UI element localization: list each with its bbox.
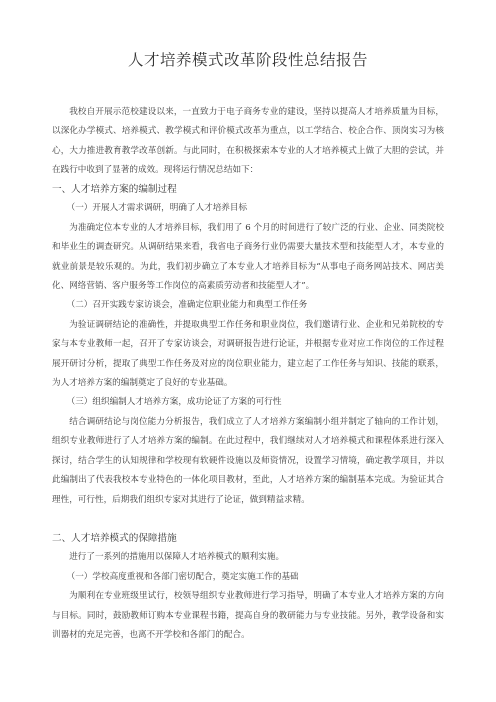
section-2-heading: 二、人才培养模式的保障措施	[52, 533, 177, 544]
section-1-1-heading: （一）开展人才需求调研，明确了人才培养目标	[66, 203, 248, 214]
section-1-2-heading: （二）召开实践专家访谈会，准确定位职业能力和典型工作任务	[66, 300, 308, 311]
section-1-1-body: 为准确定位本专业的人才培养目标，我们用了 6 个月的时间进行了较广泛的行业、企业、同类院校和毕业生的调查研究。从调研结果来看，我省电子商务行业仍需要大量技术型和技能型人才，本专业的就业前景是较乐观的。为此，我们初步确立了本专业人才培养目标为“从事电子商务网站技术、网店美化、网络营销、客户服务等工作岗位的高素质劳动者和技能型人才”。	[52, 222, 444, 292]
section-2	[52, 529, 444, 645]
intro-paragraph: 我校自开展示范校建设以来，一直致力于电子商务专业的建设，坚持以提高人才培养质量为目标，以深化办学模式、培养模式、教学模式和评价模式改革为重点，以工学结合、校企合作、顶岗实习为核心，大力推进教育教学改革创新。与此同时，在积极探索本专业的人才培养模式上做了大胆的尝试，并在践行中收到了显著的成效。现将运行情况总结如下：	[52, 107, 444, 176]
section-2-1-heading: （一）学校高度重视和各部门密切配合，奠定实施工作的基础	[66, 571, 299, 582]
section-1-heading: 一、人才培养方案的编制过程	[52, 184, 177, 195]
section-1-3-body: 结合调研结论与岗位能力分析报告，我们成立了人才培养方案编制小组并制定了轴向的工作计划，组织专业教师进行了人才培养方案的编制。在此过程中，我们继续对人才培养模式和课程体系进行深入探讨，结合学生的认知规律和学校现有软硬件设施以及师资情况，设置学习情境，确定教学项目，并以此编制出了代表我校本专业特色的一体化项目教材，至此，人才培养方案的编制基本完成。为验证其合理性，可行性，后期我们组织专家对其进行了论证，做到精益求精。	[52, 416, 444, 505]
section-2-1-body: 为顺利在专业班级里试行，校领导组织专业教师进行学习指导，明确了本专业人才培养方案的方向与目标。同时，鼓励教师订购本专业课程书籍，提高自身的教研能力与专业技能。另外，教学设备和实训器材的充足完善，也离不开学校和各部门的配合。	[52, 591, 444, 641]
section-2-intro: 进行了一系列的措施用以保障人才培养模式的顺利实施。	[69, 552, 285, 563]
document-title: 人才培养模式改革阶段性总结报告	[127, 51, 368, 69]
section-1-3-heading: （三）组织编制人才培养方案，成功论证了方案的可行性	[66, 397, 282, 408]
section-1-2-body: 为验证调研结论的准确性，并提取典型工作任务和职业岗位，我们邀请行业、企业和兄弟院校的专家与本专业教师一起，召开了专家访谈会，对调研报告进行论证，并根据专业对应工作岗位的工作过程展开研讨分析，提取了典型工作任务及对应的岗位职业能力，建立起了工作任务与知识、技能的联系，为人才培养方案的编制奠定了良好的专业基础。	[52, 319, 444, 389]
section-1	[52, 180, 444, 510]
intro-block	[52, 103, 444, 181]
